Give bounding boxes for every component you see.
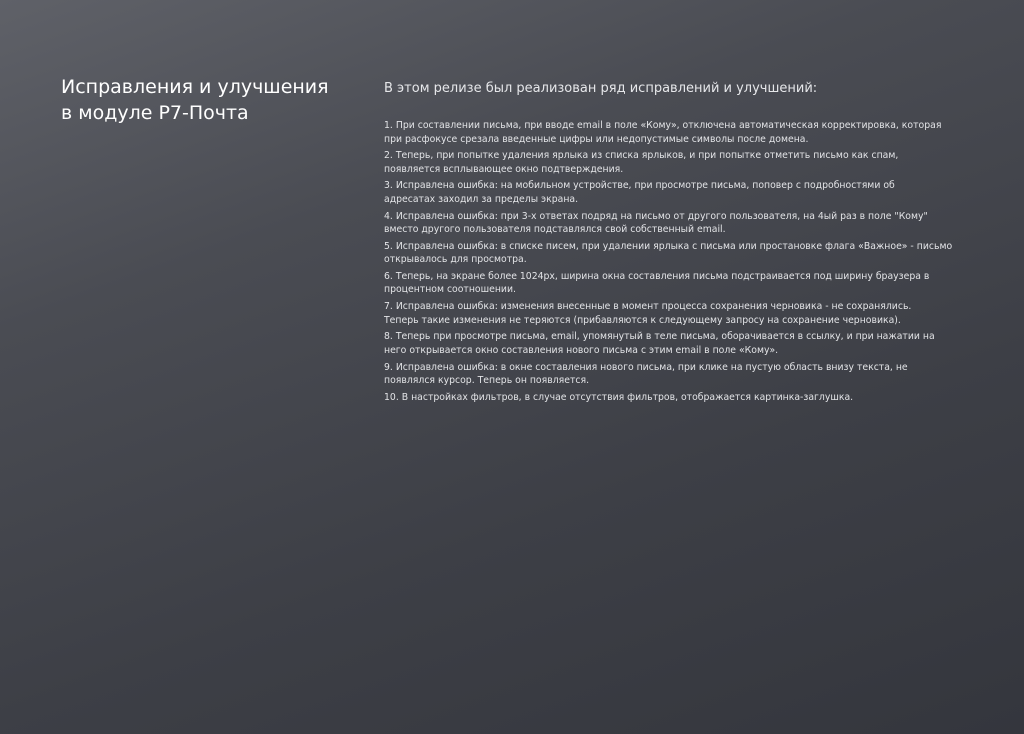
- list-item-line: появляется всплывающее окно подтверждения.: [384, 163, 624, 175]
- list-item: [384, 179, 984, 206]
- list-item-line: 10. В настройках фильтров, в случае отсутствия фильтров, отображается картинка-заглушка.: [384, 391, 854, 403]
- list-item: [384, 391, 984, 405]
- list-item-line: адресатах заходил за пределы экрана.: [384, 193, 579, 205]
- list-item-line: 8. Теперь при просмотре письма, email, упомянутый в теле письма, оборачивается в ссылку, и при нажатии на: [384, 331, 935, 343]
- release-notes-content: [384, 80, 984, 407]
- list-item-line: 5. Исправлена ошибка: в списке писем, при удалении ярлыка с письма или простановке флага «Важное» - письмо: [384, 240, 953, 252]
- list-item: [384, 149, 984, 176]
- list-item-line: Теперь такие изменения не теряются (прибавляются к следующему запросу на сохранение черновика).: [384, 314, 901, 326]
- list-item-line: при расфокусе срезала введенные цифры или недопустимые символы после домена.: [384, 133, 809, 145]
- page-title-line-2: в модуле Р7-Почта: [61, 102, 249, 124]
- list-item-line: 4. Исправлена ошибка: при 3-х ответах подряд на письмо от другого пользователя, на 4ый раз в поле "Кому": [384, 210, 928, 222]
- list-item: [384, 119, 984, 146]
- list-item: [384, 330, 984, 357]
- list-item-line: 3. Исправлена ошибка: на мобильном устройстве, при просмотре письма, поповер с подробностями об: [384, 180, 895, 192]
- list-item-line: процентном соотношении.: [384, 284, 516, 296]
- list-item-line: 7. Исправлена ошибка: изменения внесенные в момент процесса сохранения черновика - не сохранялись.: [384, 301, 912, 313]
- list-item: [384, 270, 984, 297]
- list-item-line: него открывается окно составления нового письма с этим email в поле «Кому».: [384, 344, 779, 356]
- release-notes-list: [384, 119, 984, 404]
- list-item: [384, 361, 984, 388]
- list-item-line: 9. Исправлена ошибка: в окне составления нового письма, при клике на пустую область внизу текста, не: [384, 361, 908, 373]
- list-item-line: 6. Теперь, на экране более 1024px, ширина окна составления письма подстраивается под ширину браузера в: [384, 270, 930, 282]
- intro-text: В этом релизе был реализован ряд исправлений и улучшений:: [384, 81, 818, 96]
- list-item-line: вместо другого пользователя подставлялся свой собственный email.: [384, 224, 726, 236]
- page-title-line-1: Исправления и улучшения: [61, 76, 329, 98]
- list-item-line: 2. Теперь, при попытке удаления ярлыка из списка ярлыков, и при попытке отметить письмо как спам,: [384, 150, 899, 162]
- list-item: [384, 240, 984, 267]
- list-item: [384, 210, 984, 237]
- list-item-line: 1. При составлении письма, при вводе email в поле «Кому», отключена автоматическая корректировка, которая: [384, 120, 942, 131]
- list-item: [384, 300, 984, 327]
- list-item-line: появлялся курсор. Теперь он появляется.: [384, 375, 590, 386]
- page-title: [61, 74, 361, 126]
- list-item-line: открывалось для просмотра.: [384, 254, 527, 266]
